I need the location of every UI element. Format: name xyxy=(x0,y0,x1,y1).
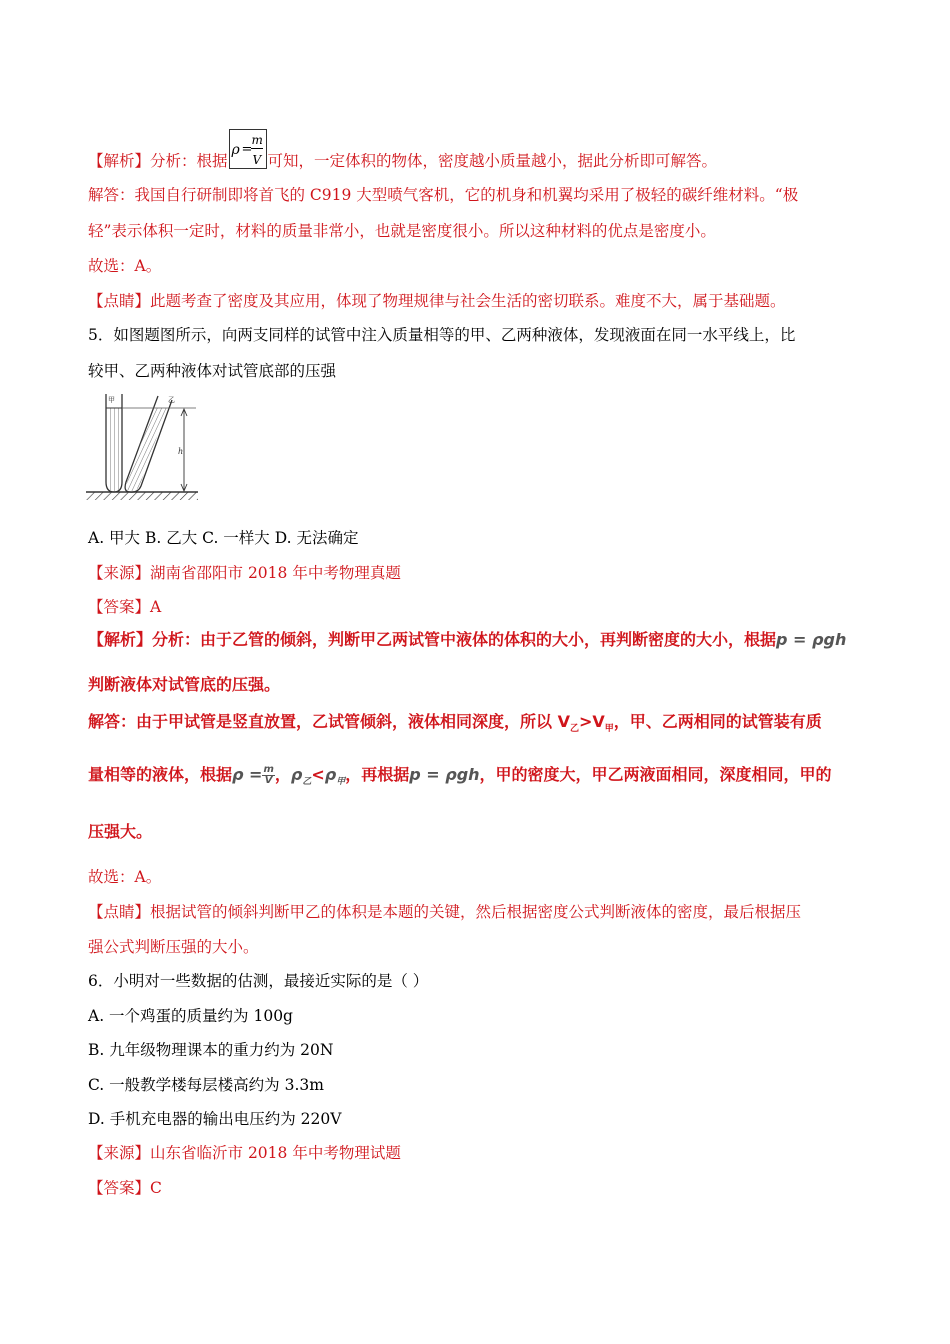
formula-bar xyxy=(251,148,263,149)
q5-answer xyxy=(88,597,161,617)
note-tag: 【点睛】 xyxy=(88,903,151,921)
rho-jia: ρ xyxy=(324,765,337,784)
label-jia: 甲 xyxy=(108,396,115,404)
source-tag: 【来源】 xyxy=(88,1144,151,1162)
analysis-tag: 【解析】 xyxy=(88,630,153,649)
q6-option-d: D. 手机充电器的输出电压约为 220V xyxy=(88,1110,342,1128)
sub-jia: 甲 xyxy=(336,777,346,788)
source-tag: 【来源】 xyxy=(88,564,151,582)
solution-end: ，甲、乙两相同的试管装有质 xyxy=(613,712,822,731)
m-over-v-fraction xyxy=(262,765,274,786)
rho-yi: ρ xyxy=(290,765,303,784)
q5-solution-line1 xyxy=(88,712,822,739)
q4-analysis-line xyxy=(88,133,718,171)
note-text: 根据试管的倾斜判断甲乙的体积是本题的关键，然后根据密度公式判断液体的密度，最后根据压 xyxy=(150,903,802,921)
label-yi: 乙 xyxy=(168,396,175,404)
solution-pre: 量相等的液体，根据 xyxy=(88,765,233,784)
q5-note-line1 xyxy=(88,902,801,922)
sub-jia: 甲 xyxy=(604,724,614,735)
density-formula-image xyxy=(229,129,267,169)
frac-num: m xyxy=(263,764,274,775)
answer-text: A xyxy=(150,598,162,616)
solution-end: ，甲的密度大，甲乙两液面相同，深度相同，甲的 xyxy=(479,765,832,784)
q5-stem-line2: 较甲、乙两种液体对试管底部的压强 xyxy=(88,362,337,380)
q6-option-b: B. 九年级物理课本的重力约为 20N xyxy=(88,1041,334,1059)
q4-answer-line2: 轻”表示体积一定时，材料的质量非常小，也就是密度很小。所以这种材料的优点是密度小。 xyxy=(88,222,716,240)
comma: ， xyxy=(274,765,291,784)
test-tube-figure xyxy=(86,390,206,505)
answer-tag: 【答案】 xyxy=(88,598,151,616)
source-text: 湖南省邵阳市 2018 年中考物理真题 xyxy=(150,564,401,582)
formula-eq: = xyxy=(241,142,253,157)
q4-choice: 故选：A。 xyxy=(88,257,162,275)
q6-source xyxy=(88,1143,401,1163)
q5-stem-line1: 5．如图题图所示，向两支同样的试管中注入质量相等的甲、乙两种液体，发现液面在同一水平线上，比 xyxy=(88,326,796,344)
sub-yi: 乙 xyxy=(569,724,579,735)
analysis-tag: 【解析】 xyxy=(88,152,151,170)
q5-analysis-line2: 判断液体对试管底的压强。 xyxy=(88,675,281,694)
formula-rho: ρ xyxy=(231,142,240,158)
analysis-text: 分析：由于乙管的倾斜，判断甲乙两试管中液体的体积的大小，再判断密度的大小，根据 xyxy=(152,630,777,649)
answer-text: C xyxy=(150,1179,162,1197)
q4-answer-line1: 解答：我国自行研制即将首飞的 C919 大型喷气客机，它的机身和机翼均采用了极轻的碳纤维材料。“极 xyxy=(88,186,799,204)
q6-option-c: C. 一般教学楼每层楼高约为 3.3m xyxy=(88,1076,324,1094)
q5-note-line2: 强公式判断压强的大小。 xyxy=(88,938,259,956)
analysis-pre: 分析：根据 xyxy=(150,152,228,170)
answer-tag: 【答案】 xyxy=(88,1179,151,1197)
less-than: < xyxy=(311,765,325,784)
source-text: 山东省临沂市 2018 年中考物理试题 xyxy=(150,1144,401,1162)
q6-option-a: A. 一个鸡蛋的质量约为 100g xyxy=(88,1007,293,1025)
q5-source xyxy=(88,563,401,583)
liquid-yi xyxy=(126,408,167,491)
pressure-formula: p = ρgh xyxy=(409,765,480,784)
q5-choice: 故选：A。 xyxy=(88,868,162,886)
pressure-formula: p = ρgh xyxy=(776,630,847,649)
analysis-post: 可知，一定体积的物体，密度越小质量越小，据此分析即可解答。 xyxy=(267,152,718,170)
sub-yi: 乙 xyxy=(302,777,312,788)
rho-eq: ρ = xyxy=(232,765,263,784)
solution-mid: ，再根据 xyxy=(345,765,410,784)
liquid-jia xyxy=(107,408,121,491)
solution-text: 解答：由于甲试管是竖直放置，乙试管倾斜，液体相同深度，所以 V xyxy=(88,712,570,731)
formula-denominator: V xyxy=(252,153,262,167)
ground-hatch xyxy=(86,492,198,500)
q4-note xyxy=(88,291,786,311)
test-tube-svg xyxy=(86,390,206,505)
solution-gt: >V xyxy=(578,712,605,731)
q6-stem: 6．小明对一些数据的估测，最接近实际的是（ ） xyxy=(88,972,429,990)
q5-solution-line3: 压强大。 xyxy=(88,822,153,841)
formula-numerator: m xyxy=(251,133,263,147)
note-tag: 【点睛】 xyxy=(88,292,151,310)
note-text: 此题考查了密度及其应用，体现了物理规律与社会生活的密切联系。难度不大，属于基础题。 xyxy=(150,292,786,310)
q5-options: A. 甲大 B. 乙大 C. 一样大 D. 无法确定 xyxy=(88,529,359,547)
label-h: h xyxy=(178,447,184,456)
q5-solution-line2 xyxy=(88,765,832,792)
frac-den: V xyxy=(264,775,273,786)
q6-answer xyxy=(88,1178,162,1198)
q5-analysis-line1 xyxy=(88,630,846,650)
